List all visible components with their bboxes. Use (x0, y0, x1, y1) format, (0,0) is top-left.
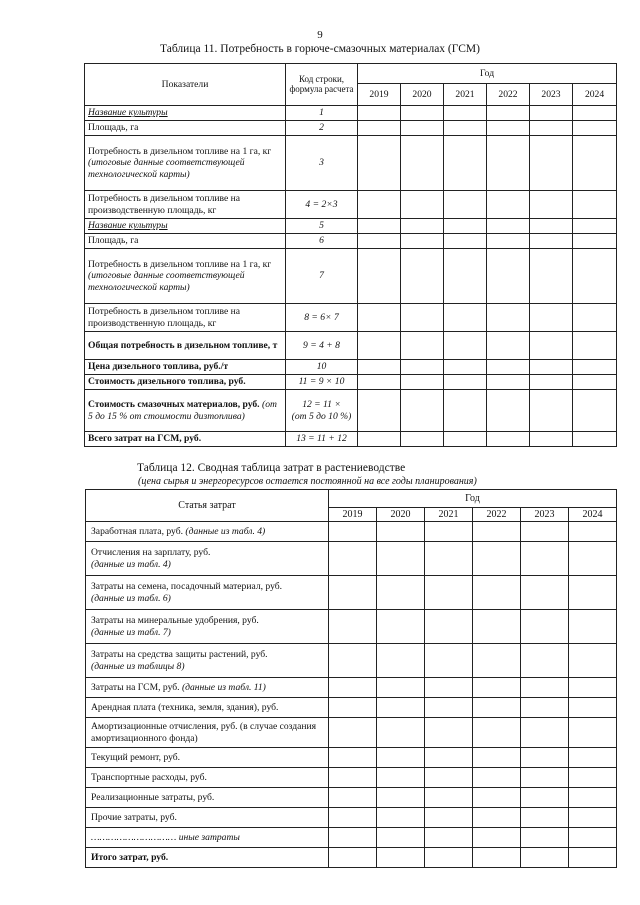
table-row (86, 698, 617, 718)
row-label: Прочие затраты, руб. (86, 808, 329, 828)
year-header: 2023 (521, 508, 569, 522)
row-label: Потребность в дизельном топливе на производственную площадь, кг (85, 191, 286, 219)
table12-subcaption: (цена сырья и энергоресурсов остается постоянной на все годы планирования) (138, 476, 477, 487)
row-label: Потребность в дизельном топливе на 1 га, кг (88, 259, 272, 271)
table-row (85, 304, 617, 332)
header-item: Статья затрат (86, 490, 329, 522)
table-row (85, 375, 617, 390)
row-label: Арендная плата (техника, земля, здания), руб. (86, 698, 329, 718)
row-note: (итоговые данные соответствующей технологической карты) (88, 157, 245, 180)
row-label: Название культуры (85, 106, 286, 121)
row-label: Площадь, га (85, 121, 286, 136)
table-row (86, 748, 617, 768)
table-row (85, 106, 617, 121)
year-header: 2023 (530, 84, 573, 106)
table-row (86, 788, 617, 808)
year-header: 2021 (444, 84, 487, 106)
row-code: 8 = 6× 7 (286, 304, 358, 332)
row-code: 3 (286, 136, 358, 191)
row-label: Затраты на ГСМ, руб. (91, 681, 180, 693)
row-label: Заработная плата, руб. (91, 525, 183, 537)
row-note: (данные из табл. 7) (91, 626, 171, 638)
table-row (86, 808, 617, 828)
table-row (85, 121, 617, 136)
table-row (85, 136, 617, 191)
table-11 (84, 63, 617, 447)
row-code: 11 = 9 × 10 (286, 375, 358, 390)
row-label: Стоимость дизельного топлива, руб. (85, 375, 286, 390)
year-header: 2019 (329, 508, 377, 522)
row-note: (данные из табл. 6) (91, 592, 171, 604)
table-row (86, 522, 617, 542)
row-code: 1 (286, 106, 358, 121)
year-header: 2022 (473, 508, 521, 522)
row-label: Отчисления на зарплату, руб. (91, 547, 211, 559)
row-note: (итоговые данные соответствующей технологической карты) (88, 270, 245, 293)
table-row (85, 432, 617, 447)
table-row (86, 542, 617, 576)
row-code-note: (от 5 до 10 %) (291, 410, 352, 422)
row-note: (данные из табл. 4) (185, 525, 266, 537)
year-header: 2022 (487, 84, 530, 106)
row-note: (данные из табл. 4) (91, 558, 171, 570)
row-label: Затраты на минеральные удобрения, руб. (91, 615, 259, 627)
table-row (86, 768, 617, 788)
row-code: 12 = 11 × (302, 399, 341, 411)
table-row (86, 610, 617, 644)
table-row (86, 678, 617, 698)
row-label: Стоимость смазочных материалов, руб. (88, 399, 260, 411)
row-label: Всего затрат на ГСМ, руб. (85, 432, 286, 447)
row-label: Итого затрат, руб. (86, 848, 329, 868)
table12-caption: Таблица 12. Сводная таблица затрат в растениеводстве (137, 462, 406, 474)
row-note: (данные из табл. 11) (181, 681, 266, 693)
row-label: Название культуры (85, 219, 286, 234)
row-label: Общая потребность в дизельном топливе, т (85, 332, 286, 360)
year-header: 2020 (401, 84, 444, 106)
table-row (85, 234, 617, 249)
row-code: 13 = 11 + 12 (286, 432, 358, 447)
row-note: (данные из таблицы 8) (91, 660, 185, 672)
row-label: Амортизационные отчисления, руб. (в случае создания амортизационного фонда) (86, 718, 329, 748)
header-code: Код строки, формула расчета (286, 64, 358, 106)
row-code: 10 (286, 360, 358, 375)
row-code: 7 (286, 249, 358, 304)
year-header: 2021 (425, 508, 473, 522)
table-row (85, 332, 617, 360)
row-code: 6 (286, 234, 358, 249)
year-header: 2024 (573, 84, 617, 106)
row-label: Потребность в дизельном топливе на производственную площадь, кг (85, 304, 286, 332)
year-header: 2024 (569, 508, 617, 522)
row-label: Затраты на средства защиты растений, руб. (91, 649, 268, 661)
table11-caption: Таблица 11. Потребность в горюче-смазочных материалах (ГСМ) (160, 43, 480, 55)
row-label: Площадь, га (85, 234, 286, 249)
table-row (85, 249, 617, 304)
row-code: 4 = 2×3 (286, 191, 358, 219)
table-row (86, 718, 617, 748)
row-label: Цена дизельного топлива, руб./т (85, 360, 286, 375)
table-row (85, 191, 617, 219)
table-row (85, 219, 617, 234)
row-label: Затраты на семена, посадочный материал, руб. (91, 581, 283, 593)
table-row (86, 576, 617, 610)
header-indicators: Показатели (85, 64, 286, 106)
row-label: Текущий ремонт, руб. (86, 748, 329, 768)
table-row (86, 644, 617, 678)
year-header: 2019 (358, 84, 401, 106)
table-row (85, 360, 617, 375)
header-year: Год (329, 490, 617, 508)
row-label: ………………………… иные затраты (86, 828, 329, 848)
table-row (86, 828, 617, 848)
header-year: Год (358, 64, 617, 84)
table-row (85, 390, 617, 432)
table-row (86, 848, 617, 868)
row-code: 5 (286, 219, 358, 234)
row-code: 9 = 4 + 8 (286, 332, 358, 360)
row-label: Потребность в дизельном топливе на 1 га, кг (88, 146, 272, 158)
table-12 (85, 489, 617, 868)
row-note: (от 5 до 15 % от стоимости дизтоплива) (88, 399, 277, 422)
page-number: 9 (317, 29, 323, 41)
row-label: Реализационные затраты, руб. (86, 788, 329, 808)
row-code: 2 (286, 121, 358, 136)
year-header: 2020 (377, 508, 425, 522)
row-label: Транспортные расходы, руб. (86, 768, 329, 788)
